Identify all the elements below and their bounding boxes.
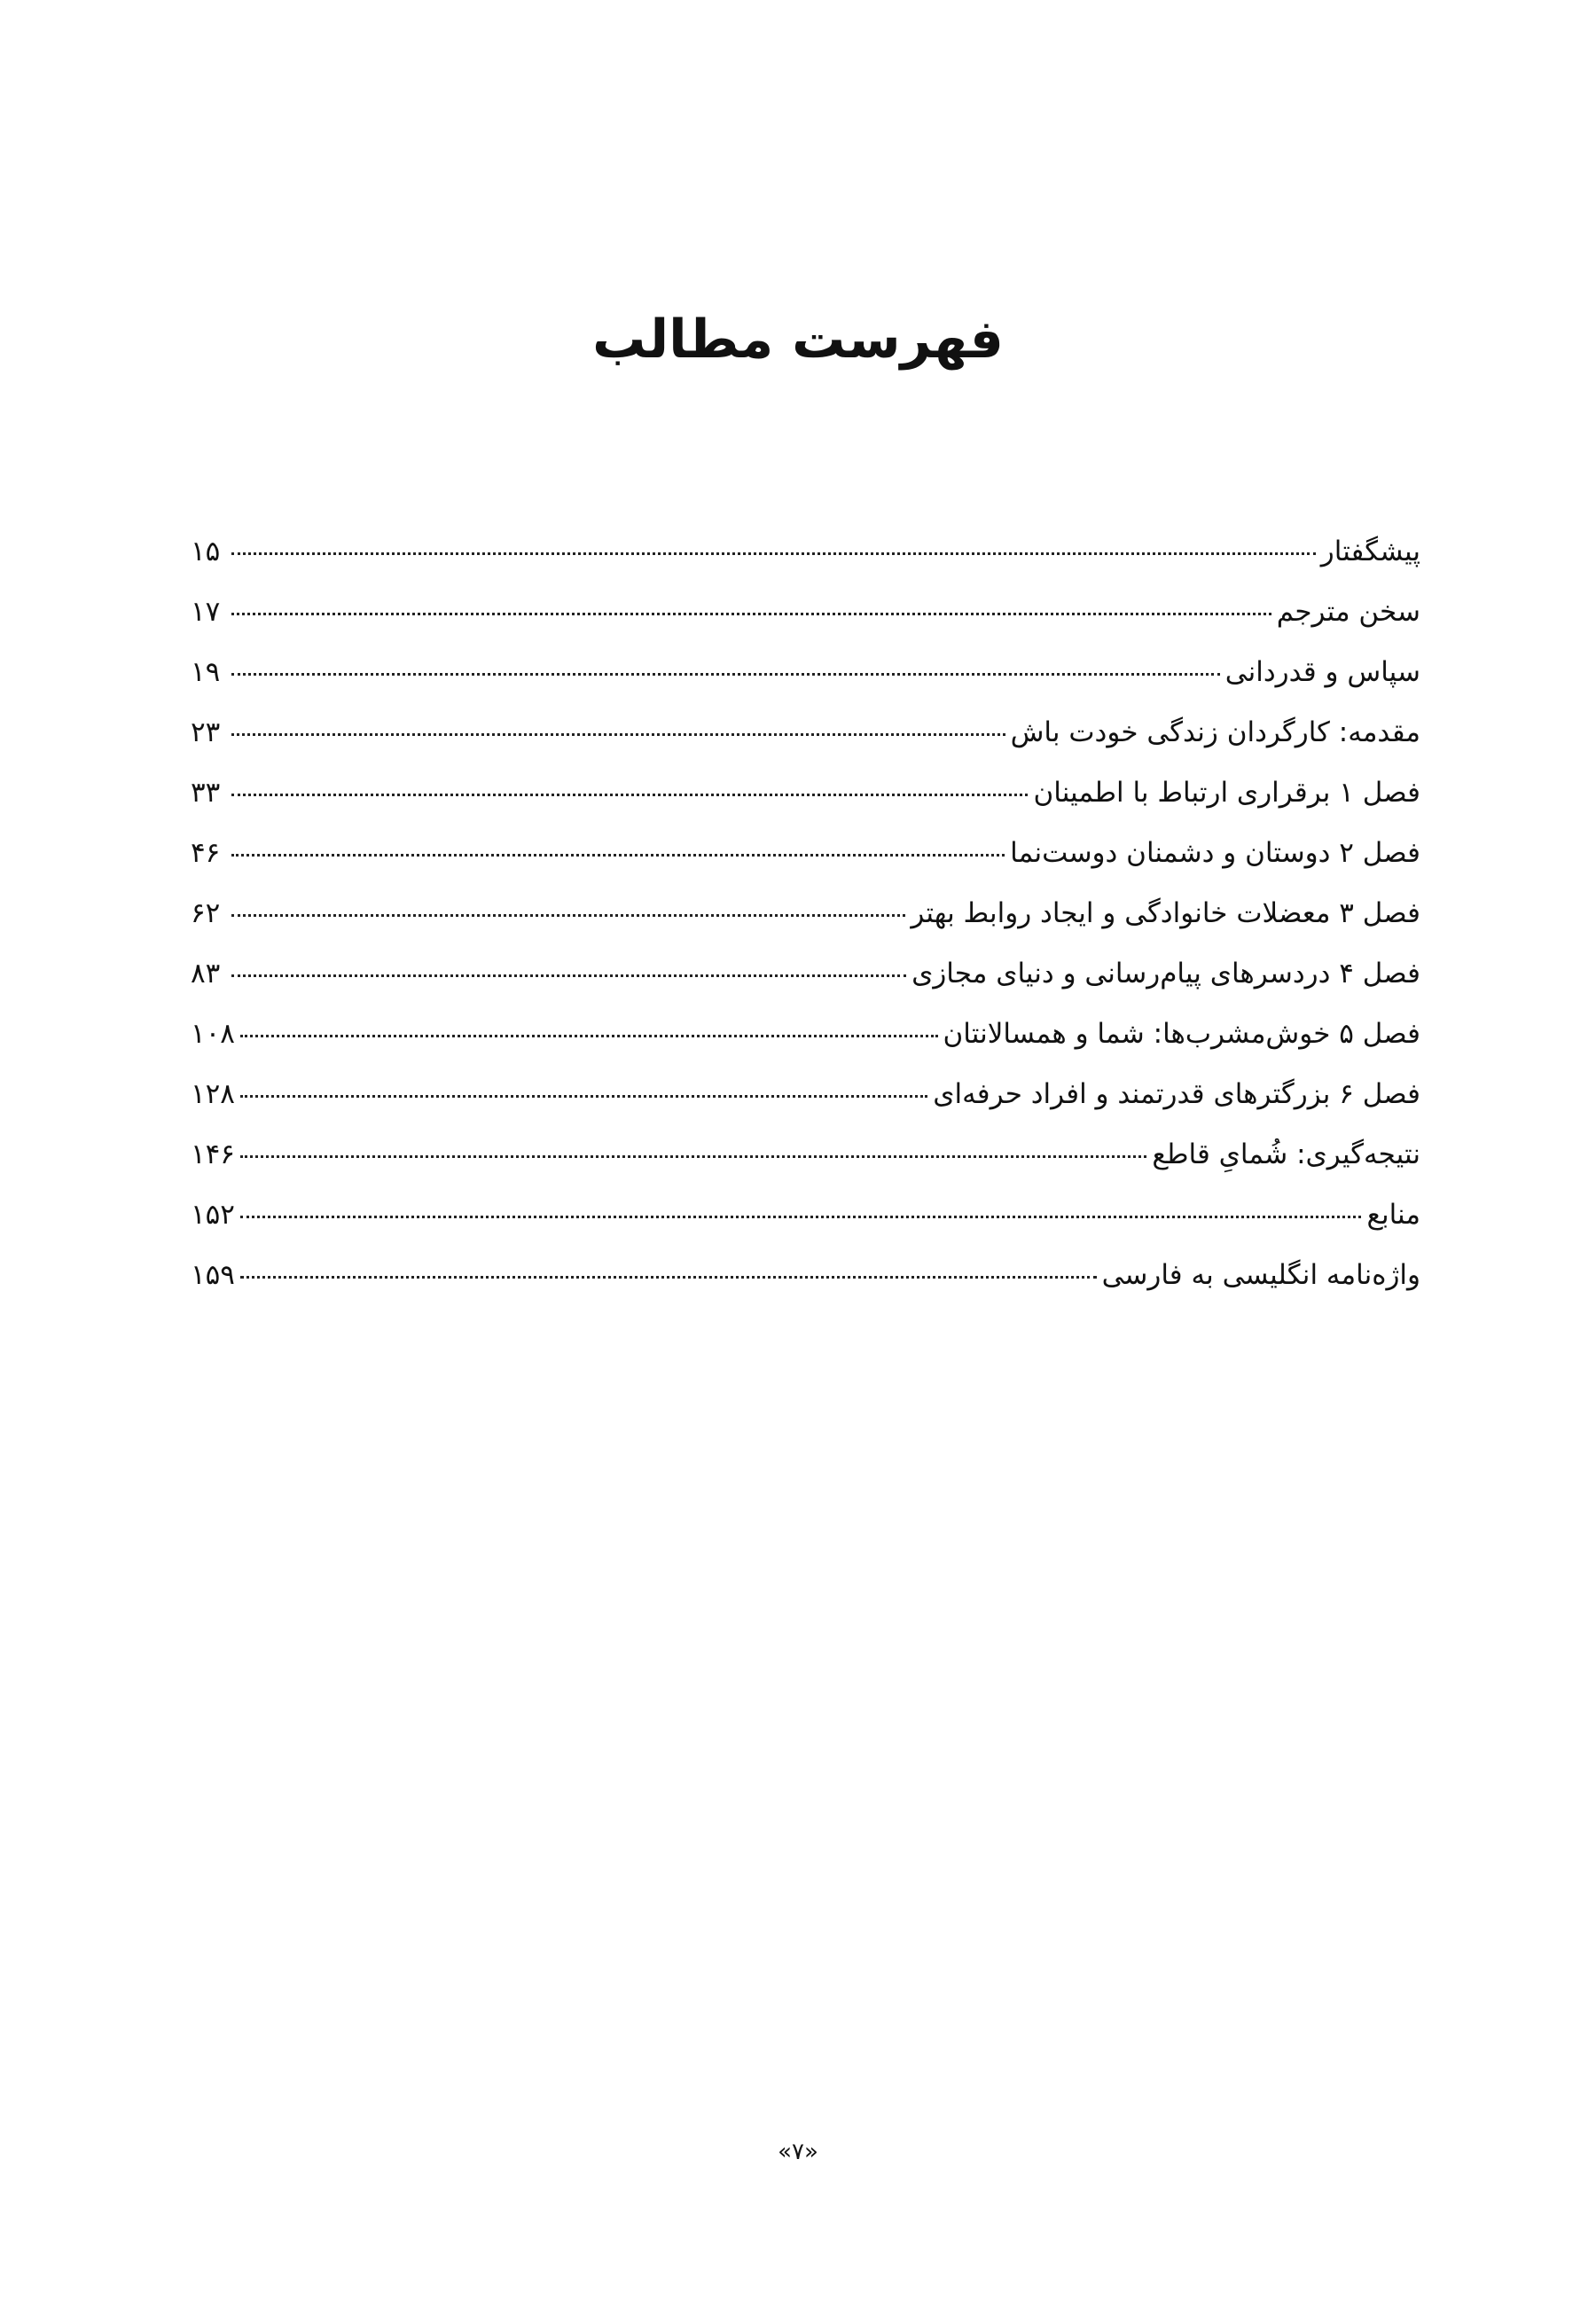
toc-entry bbox=[191, 1185, 1420, 1245]
toc-entry-page: ۱۵ bbox=[191, 536, 221, 567]
toc-entry bbox=[191, 702, 1420, 763]
toc-entry-page: ۸۳ bbox=[191, 958, 221, 990]
toc-dot-leader bbox=[231, 613, 1271, 615]
toc-dot-leader bbox=[231, 854, 1005, 857]
toc-dot-leader bbox=[231, 552, 1316, 555]
toc-dot-leader bbox=[231, 673, 1220, 676]
page-number: «۷» bbox=[778, 2139, 818, 2165]
toc-entry-page: ۳۳ bbox=[191, 777, 221, 809]
toc-entry bbox=[191, 1064, 1420, 1124]
toc-entry-title: مقدمه: کارگردان زندگی خودت باش bbox=[1010, 716, 1420, 748]
toc-entry-page: ۱۵۹ bbox=[191, 1259, 235, 1291]
toc-dot-leader bbox=[240, 1035, 938, 1037]
toc-dot-leader bbox=[240, 1276, 1097, 1279]
table-of-contents bbox=[191, 521, 1420, 1305]
toc-entry-title: فصل ۴ دردسرهای پیام‌رسانی و دنیای مجازی bbox=[911, 958, 1420, 990]
toc-entry bbox=[191, 883, 1420, 943]
toc-dot-leader bbox=[240, 1155, 1146, 1158]
toc-entry-title: فصل ۳ معضلات خانوادگی و ایجاد روابط بهتر bbox=[911, 897, 1420, 929]
toc-entry-page: ۱۷ bbox=[191, 596, 221, 628]
toc-dot-leader bbox=[231, 733, 1005, 736]
toc-dot-leader bbox=[231, 974, 906, 977]
toc-entry bbox=[191, 823, 1420, 883]
toc-entry bbox=[191, 1124, 1420, 1185]
toc-entry-page: ۲۳ bbox=[191, 716, 221, 748]
toc-dot-leader bbox=[240, 1216, 1362, 1218]
toc-entry-title: فصل ۱ برقراری ارتباط با اطمینان bbox=[1033, 777, 1420, 809]
toc-entry-page: ۱۴۶ bbox=[191, 1138, 235, 1170]
toc-entry-page: ۴۶ bbox=[191, 837, 221, 869]
toc-entry-title: فصل ۲ دوستان و دشمنان دوست‌نما bbox=[1010, 837, 1420, 869]
toc-entry bbox=[191, 1004, 1420, 1064]
toc-entry-title: منابع bbox=[1366, 1199, 1420, 1231]
toc-entry-page: ۱۵۲ bbox=[191, 1199, 235, 1231]
toc-entry-title: فصل ۶ بزرگترهای قدرتمند و افراد حرفه‌ای bbox=[933, 1078, 1420, 1110]
toc-entry-page: ۱۰۸ bbox=[191, 1018, 235, 1050]
toc-entry bbox=[191, 582, 1420, 642]
toc-dot-leader bbox=[231, 794, 1028, 796]
toc-entry bbox=[191, 1245, 1420, 1305]
toc-entry-page: ۱۲۸ bbox=[191, 1078, 235, 1110]
toc-entry-title: سپاس و قدردانی bbox=[1224, 656, 1420, 688]
toc-entry-page: ۶۲ bbox=[191, 897, 221, 929]
toc-entry bbox=[191, 943, 1420, 1004]
page-title: فهرست مطالب bbox=[592, 309, 1004, 371]
toc-entry bbox=[191, 763, 1420, 823]
toc-entry-title: فصل ۵ خوش‌مشرب‌ها: شما و همسالانتان bbox=[943, 1018, 1420, 1050]
toc-entry-title: پیشگفتار bbox=[1320, 536, 1420, 567]
toc-entry-page: ۱۹ bbox=[191, 656, 221, 688]
toc-entry-title: سخن مترجم bbox=[1276, 596, 1420, 628]
toc-entry bbox=[191, 642, 1420, 702]
toc-entry-title: نتیجه‌گیری: شُمایِ قاطع bbox=[1152, 1138, 1420, 1170]
toc-entry bbox=[191, 521, 1420, 582]
toc-dot-leader bbox=[240, 1095, 927, 1098]
toc-dot-leader bbox=[231, 914, 905, 917]
toc-entry-title: واژه‌نامه انگلیسی به فارسی bbox=[1101, 1259, 1420, 1291]
